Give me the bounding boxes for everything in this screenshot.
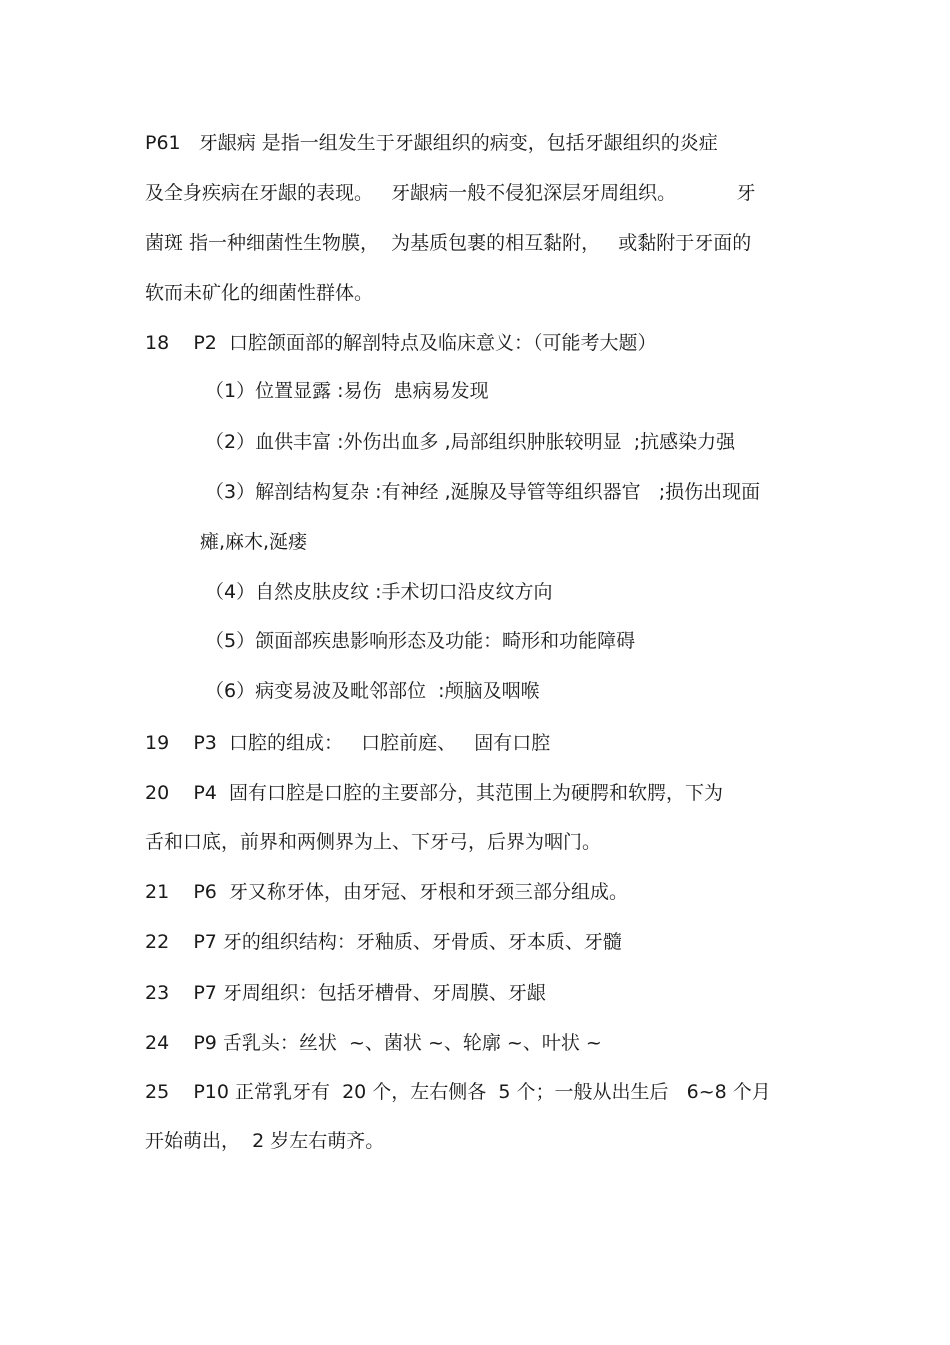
text-line-12: （6）病变易波及毗邻部位 :颅脑及咽喉 (205, 680, 540, 702)
text-line-2: 及全身疾病在牙龈的表现。 牙龈病一般不侵犯深层牙周组织。 牙 (145, 182, 756, 204)
text-line-9: 瘫,麻木,涎瘘 (200, 531, 308, 553)
text-line-8: （3）解剖结构复杂 :有神经 ,涎腺及导管等组织器官 ;损伤出现面 (205, 481, 761, 503)
text-line-14: 20 P4 固有口腔是口腔的主要部分，其范围上为硬腭和软腭，下为 (145, 782, 723, 804)
text-line-20: 25 P10 正常乳牙有 20 个，左右侧各 5 个；一般从出生后 6~8 个月 (145, 1081, 771, 1103)
text-line-10: （4）自然皮肤皮纹 :手术切口沿皮纹方向 (205, 581, 553, 603)
text-line-13: 19 P3 口腔的组成： 口腔前庭、 固有口腔 (145, 732, 551, 754)
text-line-4: 软而未矿化的细菌性群体。 (145, 282, 374, 304)
text-line-15: 舌和口底，前界和两侧界为上、下牙弓，后界为咽门。 (145, 831, 602, 853)
text-line-16: 21 P6 牙又称牙体，由牙冠、牙根和牙颈三部分组成。 (145, 881, 628, 903)
text-line-18: 23 P7 牙周组织：包括牙槽骨、牙周膜、牙龈 (145, 982, 546, 1004)
text-line-21: 开始萌出， 2 岁左右萌齐。 (145, 1130, 385, 1152)
text-line-1: P61 牙龈病 是指一组发生于牙龈组织的病变，包括牙龈组织的炎症 (145, 132, 718, 154)
text-line-7: （2）血供丰富 :外伤出血多 ,局部组织肿胀较明显 ;抗感染力强 (205, 431, 736, 453)
text-line-5: 18 P2 口腔颌面部的解剖特点及临床意义：（可能考大题） (145, 332, 657, 354)
text-line-11: （5）颌面部疾患影响形态及功能：畸形和功能障碍 (205, 630, 636, 652)
text-line-3: 菌斑 指一种细菌性生物膜， 为基质包裹的相互黏附， 或黏附于牙面的 (145, 232, 752, 254)
text-line-6: （1）位置显露 :易伤 患病易发现 (205, 380, 489, 402)
text-line-19: 24 P9 舌乳头：丝状 ~、菌状 ~、轮廓 ~、叶状 ~ (145, 1032, 602, 1054)
text-line-17: 22 P7 牙的组织结构：牙釉质、牙骨质、牙本质、牙髓 (145, 931, 622, 953)
